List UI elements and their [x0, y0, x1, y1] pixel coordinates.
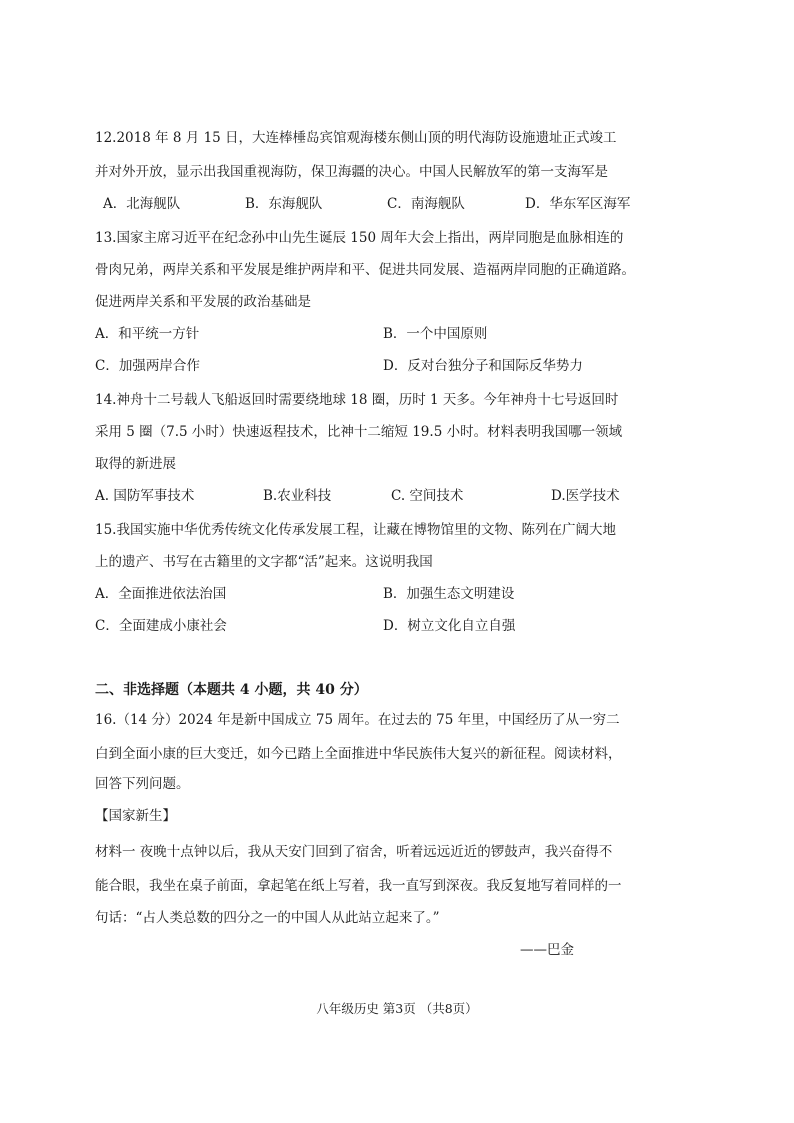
- q13-line-2: 骨肉兄弟，两岸关系和平发展是维护两岸和平、促进共同发展、造福两岸同胞的正确道路。: [95, 262, 635, 278]
- q14-options: [95, 486, 640, 506]
- q14-line-2: 采用 5 圈（7.5 小时）快速返程技术，比神十二缩短 19.5 小时。材料表明我国哪一领域: [95, 424, 623, 440]
- q14-option-c: C. 空间技术: [391, 488, 464, 504]
- q14-line-1: 14.神舟十二号载人飞船返回时需要绕地球 18 圈，历时 1 天多。今年神舟十七号返回时: [95, 392, 619, 408]
- q16-line-1: 16.（14 分）2024 年是新中国成立 75 周年。在过去的 75 年里，中国经历了从一穷二: [95, 712, 620, 728]
- page-footer: 八年级历史 第3页 （共8页）: [316, 1001, 478, 1016]
- q16-material-line-1: 材料一 夜晚十点钟以后，我从天安门回到了宿舍，听着远远近近的锣鼓声，我兴奋得不: [95, 844, 613, 860]
- q15-option-d: D．树立文化自立自强: [383, 618, 516, 634]
- q13-option-b: B．一个中国原则: [383, 326, 488, 342]
- q15-line-1: 15.我国实施中华优秀传统文化传承发展工程，让藏在博物馆里的文物、陈列在广阔大地: [95, 522, 616, 538]
- q12-line-2: 并对外开放，显示出我国重视海防，保卫海疆的决心。中国人民解放军的第一支海军是: [95, 164, 608, 180]
- q16-subheading: 【国家新生】: [95, 808, 176, 824]
- q16-material-line-3: 句话：“占人类总数的四分之一的中国人从此站立起来了。”: [95, 910, 440, 926]
- q16-line-2: 白到全面小康的巨大变迁，如今已踏上全面推进中华民族伟大复兴的新征程。阅读材料，: [95, 746, 622, 762]
- q15-options-row-1: [95, 584, 640, 604]
- q16-line-3: 回答下列问题。: [95, 776, 190, 792]
- q14-line-3: 取得的新进展: [95, 456, 176, 472]
- q14-option-d: D.医学技术: [551, 488, 620, 504]
- q16-attribution: ——巴金: [520, 942, 574, 958]
- q12-option-d: D．华东军区海军: [525, 196, 631, 212]
- q13-option-a: A．和平统一方针: [95, 326, 200, 342]
- q12-option-c: C．南海舰队: [387, 196, 465, 212]
- q13-options-row-1: [95, 324, 640, 344]
- q12-options: [95, 194, 640, 214]
- q15-option-a: A．全面推进依法治国: [95, 586, 227, 602]
- q13-option-c: C．加强两岸合作: [95, 358, 200, 374]
- q13-line-1: 13.国家主席习近平在纪念孙中山先生诞辰 150 周年大会上指出，两岸同胞是血脉相连的: [95, 230, 624, 246]
- q12-option-a: A．北海舰队: [103, 196, 181, 212]
- q15-line-2: 上的遗产、书写在古籍里的文字都“活”起来。这说明我国: [95, 554, 433, 570]
- q13-options-row-2: [95, 356, 640, 376]
- q14-option-b: B.农业科技: [263, 488, 332, 504]
- q14-option-a: A. 国防军事技术: [95, 488, 195, 504]
- q13-option-d: D．反对台独分子和国际反华势力: [383, 358, 583, 374]
- q12-line-1: 12.2018 年 8 月 15 日，大连棒棰岛宾馆观海楼东侧山顶的明代海防设施遗址正式竣工: [95, 130, 617, 146]
- q13-line-3: 促进两岸关系和平发展的政治基础是: [95, 294, 311, 310]
- q12-option-b: B．东海舰队: [245, 196, 323, 212]
- q15-option-b: B．加强生态文明建设: [383, 586, 515, 602]
- q15-option-c: C．全面建成小康社会: [95, 618, 227, 634]
- q15-options-row-2: [95, 616, 640, 636]
- section-2-title: 二、非选择题（本题共 4 小题，共 40 分）: [95, 682, 368, 698]
- q16-material-line-2: 能合眼，我坐在桌子前面，拿起笔在纸上写着，我一直写到深夜。我反复地写着同样的一: [95, 878, 622, 894]
